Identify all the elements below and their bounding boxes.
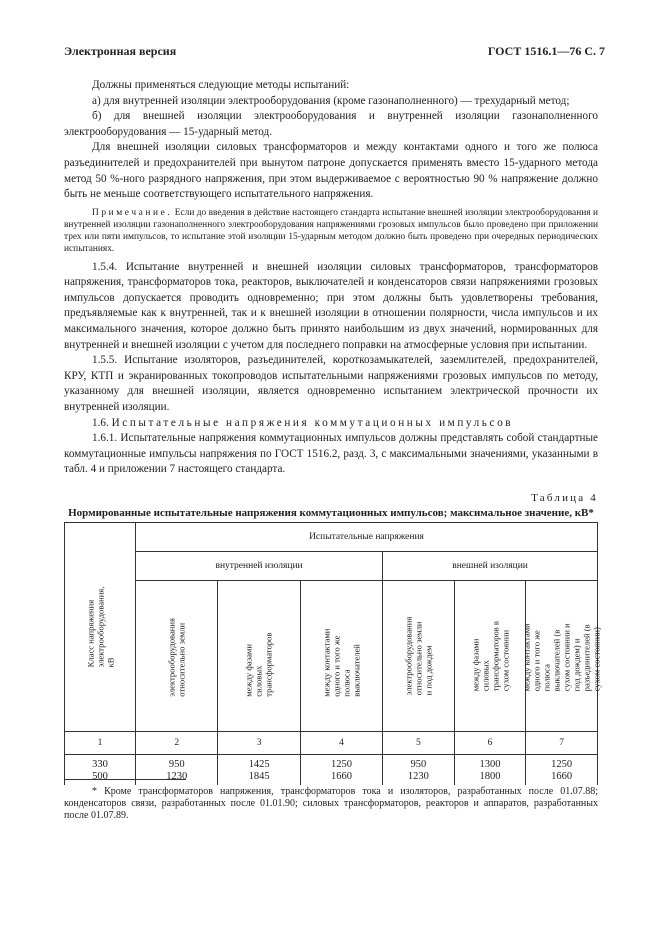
col1-header-cell <box>65 523 136 732</box>
paragraph: Должны применяться следующие методы испытаний: <box>92 79 350 91</box>
sub-header-cell <box>136 581 218 732</box>
column-number: 3 <box>218 732 300 755</box>
sub-header-cell <box>300 581 382 732</box>
sub-header: между фазами силовых трансформаторов в сухом состоянии <box>470 621 511 692</box>
voltage-table <box>64 522 602 785</box>
column-number: 2 <box>136 732 218 755</box>
paragraph: 1.5.4. Испытание внутренней и внешней изоляции силовых трансформаторов, трансформаторов напряжения, трансформаторов тока, реакторов, выключателей и конденсаторов связи напряжениями грозовых импульсов допускается проводить одновременно; при этом должны быть удовлетворены требования, предъявляемые как к внутренней, так и к внешней изоляции в отношении полярности, числа импульсов и их максимального значения, которое должно быть принято наибольшим из двух значений, нормированных для внутренней и внешней изоляции с учетом для последнего поправки на атмосферные условия при испытании. <box>64 260 598 351</box>
column-number: 5 <box>383 732 455 755</box>
paragraph: 1.6.1. Испытательные напряжения коммутационных импульсов должны представлять собой стандартные коммутационные импульсы напряжения по ГОСТ 1516.2, разд. 3, с максимальными значениями, указанными в табл. 4 и приложении 7 настоящего стандарта. <box>64 432 598 476</box>
table-cell: 1425 1845 <box>218 755 300 786</box>
note-label: Примечание. <box>92 207 173 218</box>
paragraph: б) для внешней изоляции электрооборудования и внутренней изоляции газонаполненного электрооборудования — 15-ударный метод. <box>64 110 598 138</box>
column-number: 6 <box>454 732 526 755</box>
footnote: * Кроме трансформаторов напряжения, трансформаторов тока и изоляторов, разработанных после 01.07.88; конденсаторов связи, разработанных после 01.01.90; силовых трансформаторов, реакторов и аппаратов, разработанных после 01.07.89. <box>64 786 598 821</box>
section-heading <box>64 416 598 432</box>
table-cell: 950 1230 <box>383 755 455 786</box>
table-row <box>65 755 598 786</box>
sub-header-cell <box>521 581 602 732</box>
sub-header: электрооборудования относительно земли <box>166 618 187 697</box>
table-title: Нормированные испытательные напряжения коммутационных импульсов; максимальное значение, кВ* <box>68 507 594 519</box>
column-number: 1 <box>65 732 136 755</box>
sub-header: между контактами одного и того же полюса выключателей <box>321 628 362 697</box>
table-cell: 1300 1800 <box>454 755 526 786</box>
col1-header: Класс напряжения электрооборудования, кВ <box>85 586 115 668</box>
sub-header: электрооборудования относительно земли и под дождем <box>403 616 434 696</box>
note-text: Если до введения в действие настоящего стандарта испытание внешней изоляции электрооборудования и внутренней изоляции газонаполненного электрооборудования напряжениями грозовых импульсов было проведено при приложении трех или пяти импульсов, то испытание этой изоляции 15-ударным методом должно быть проведено при очередных периодических испытаниях. <box>64 207 598 255</box>
header-standard-page: ГОСТ 1516.1—76 С. 7 <box>487 44 605 58</box>
paragraph: Для внешней изоляции силовых трансформаторов и между контактами одного и того же полюса разъединителей и предохранителей при вынутом патроне допускается применять вместо 15-ударного метода метод 50 %-ного разрядного напряжения, при этом выдерживаемое с вероятностью 90 % напряжение должно быть не меньше соответствующего испытательного напряжения. <box>64 141 598 201</box>
section-number: 1.6. <box>92 416 109 429</box>
table-label: Таблица 4 <box>531 492 598 504</box>
table-cell: 330 500 <box>65 755 136 786</box>
sub-header-cell <box>454 581 526 732</box>
footnote-divider <box>64 779 186 780</box>
table-cell: 1250 1660 <box>526 755 598 786</box>
group-header: Испытательные напряжения <box>136 523 598 552</box>
main-text <box>64 78 598 478</box>
inner-insulation-header: внутренней изоляции <box>136 552 383 581</box>
sub-header-cell <box>218 581 300 732</box>
note <box>64 207 598 256</box>
sub-header: между фазами силовых трансформаторов <box>244 632 275 697</box>
table-cell: 1250 1660 <box>300 755 382 786</box>
header-edition-label: Электронная версия <box>64 44 177 58</box>
sub-header-cell <box>383 581 455 732</box>
section-title: Испытательные напряжения коммутационных импульсов <box>111 416 514 429</box>
table-cell: 950 1230 <box>136 755 218 786</box>
column-number: 7 <box>526 732 598 755</box>
sub-header: между контактами одного и того же полюса выключателей (в сухом состоянии и под дождем) и разъединителей (в сухом состоянии) <box>521 623 602 692</box>
outer-insulation-header: внешней изоляции <box>383 552 598 581</box>
paragraph: 1.5.5. Испытание изоляторов, разъединителей, короткозамыкателей, заземлителей, предохранителей, КРУ, КТП и экранированных токопроводов испытательными напряжениями грозовых импульсов по методу, указанному для внешней изоляции, является одновременно испытанием электрической прочности их внутренней изоляции. <box>64 354 598 413</box>
paragraph: а) для внутренней изоляции электрооборудования (кроме газонаполненного) — трехударный метод; <box>92 94 570 107</box>
column-number: 4 <box>300 732 382 755</box>
